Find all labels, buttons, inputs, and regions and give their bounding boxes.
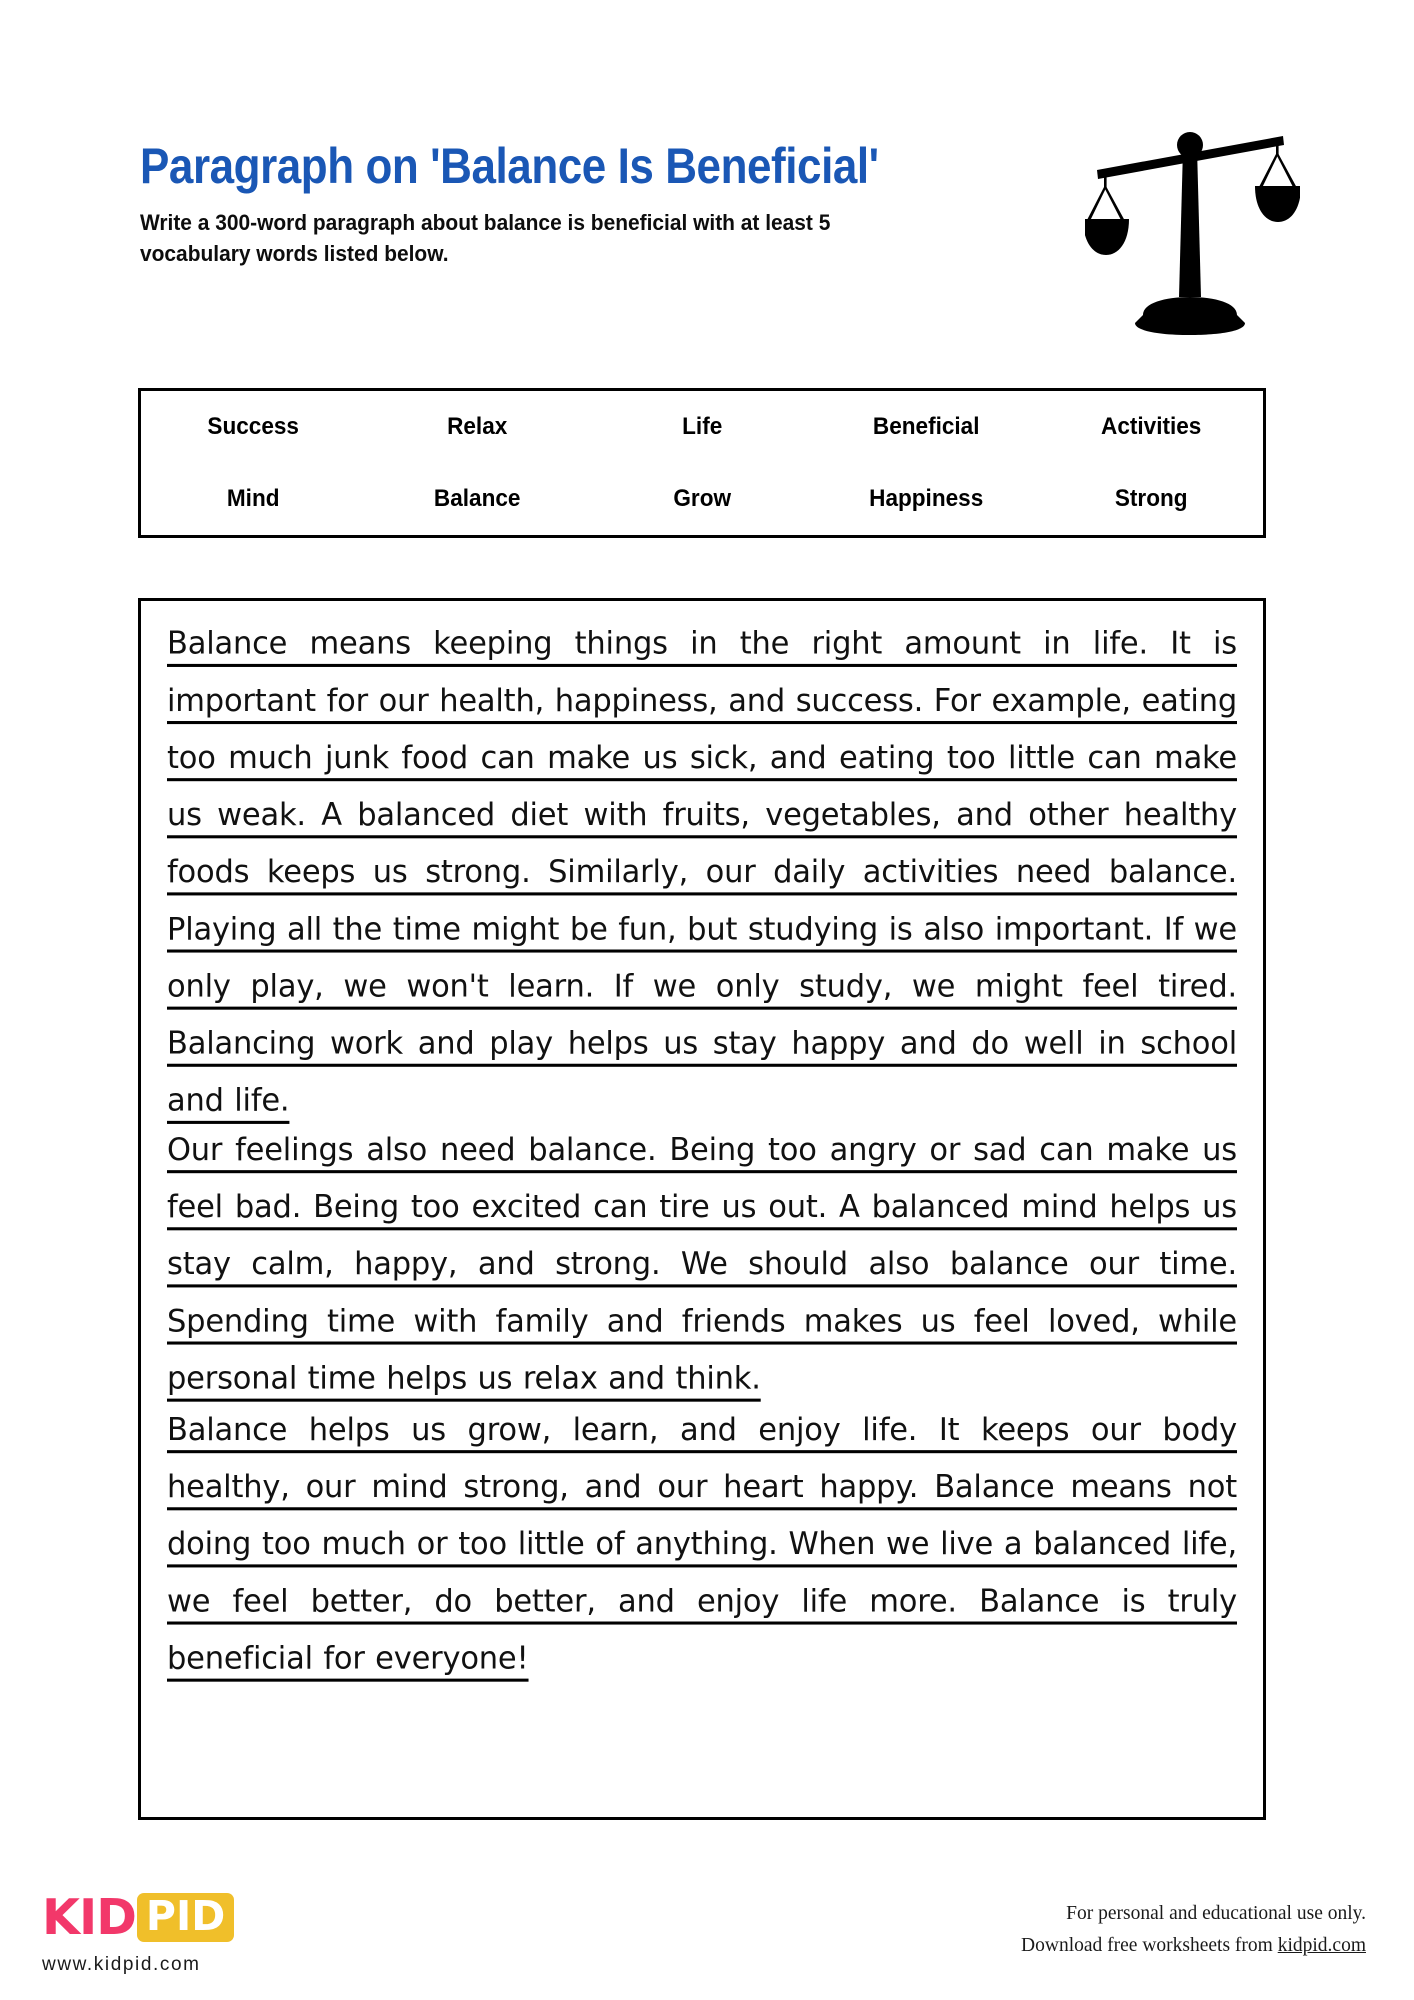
footer-notice-line-1: For personal and educational use only. [1066, 1903, 1366, 1924]
vocabulary-word: Happiness [869, 485, 984, 512]
logo-kid-text: KID [42, 1888, 136, 1946]
footer-notice-line-2 [1021, 1930, 1366, 1962]
answer-paragraph-2: Our feelings also need balance. Being too angry or sad can make us feel bad. Being too excited can tire us out. A balanced mind helps us stay calm, happy, and strong. We should also balance our time. Spending time with family and friends makes us feel loved, while personal time helps us relax and think. [167, 1132, 1237, 1397]
vocabulary-word: Success [207, 413, 299, 440]
instructions-text: Write a 300-word paragraph about balance is beneficial with at least 5 vocabulary words listed below. [140, 209, 831, 267]
logo-pid-text: PID [137, 1893, 234, 1942]
vocabulary-word: Grow [673, 485, 731, 512]
footer-notice-prefix: Download free worksheets from [1021, 1935, 1278, 1957]
vocabulary-box [138, 388, 1266, 538]
vocabulary-word: Strong [1114, 485, 1188, 512]
page-footer [0, 1880, 1414, 2000]
kidpid-link[interactable]: kidpid.com [1277, 1935, 1366, 1957]
vocabulary-row-2 [141, 463, 1263, 535]
answer-box [138, 598, 1266, 1820]
vocabulary-word: Relax [447, 413, 508, 440]
footer-notice [1021, 1898, 1366, 1962]
vocabulary-word: Activities [1100, 413, 1201, 440]
vocabulary-row-1 [141, 391, 1263, 463]
logo-mark [42, 1888, 382, 1946]
answer-paragraph-1: Balance means keeping things in the right amount in life. It is important for our health, happiness, and success. For example, eating too much junk food can make us sick, and eating too little can make us weak. A balanced diet with fruits, vegetables, and other healthy foods keeps us strong. Similarly, our daily activities need balance. Playing all the time might be fun, but studying is also important. If we only play, we won't learn. If we only study, we might feel tired. Balancing work and play helps us stay happy and do well in school and life. [167, 626, 1237, 1119]
balance-scale-icon [1085, 115, 1300, 340]
logo-website-url: www.kidpid.com [42, 1954, 201, 1975]
answer-paragraph-3: Balance helps us grow, learn, and enjoy life. It keeps our body healthy, our mind strong, and our heart happy. Balance means not doing too much or too little of anything. When we live a balanced life, we feel better, do better, and enjoy life more. Balance is truly beneficial for everyone! [167, 1412, 1237, 1677]
kidpid-logo [42, 1888, 382, 1976]
vocabulary-word: Mind [226, 485, 280, 512]
vocabulary-word: Balance [434, 485, 521, 512]
vocabulary-word: Beneficial [873, 413, 980, 440]
page-title: Paragraph on 'Balance Is Beneficial' [140, 138, 879, 194]
vocabulary-word: Life [681, 413, 723, 440]
